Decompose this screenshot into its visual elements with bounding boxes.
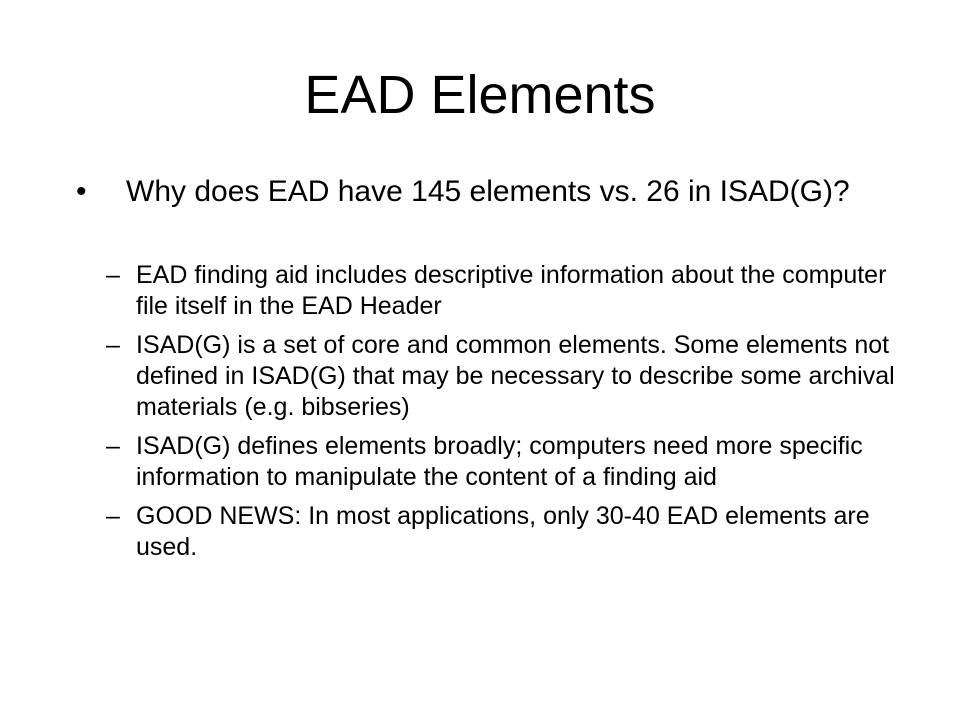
sub-bullet-text: ISAD(G) defines elements broadly; computers need more specific information to manipulate the content of a finding aid xyxy=(136,432,863,491)
dash-marker: – xyxy=(106,331,120,359)
sub-bullet-text: ISAD(G) is a set of core and common elements. Some elements not defined in ISAD(G) that may be necessary to describe some archival materials (e.g. bibseries) xyxy=(136,331,895,421)
dash-marker: – xyxy=(106,432,120,460)
bullet-marker: • xyxy=(76,175,87,208)
slide-title: EAD Elements xyxy=(304,65,656,125)
sub-bullet-item xyxy=(106,431,906,493)
sub-bullet-item xyxy=(106,260,906,322)
sub-bullet-item xyxy=(106,330,906,423)
sub-bullet-text: EAD finding aid includes descriptive information about the computer file itself in the EAD Header xyxy=(136,261,887,320)
sub-bullet-list xyxy=(106,260,906,571)
dash-marker: – xyxy=(106,502,120,530)
main-bullet xyxy=(76,174,876,210)
main-bullet-text: Why does EAD have 145 elements vs. 26 in ISAD(G)? xyxy=(126,175,850,208)
sub-bullet-text: GOOD NEWS: In most applications, only 30-40 EAD elements are used. xyxy=(136,502,870,561)
dash-marker: – xyxy=(106,261,120,289)
sub-bullet-item xyxy=(106,501,906,563)
